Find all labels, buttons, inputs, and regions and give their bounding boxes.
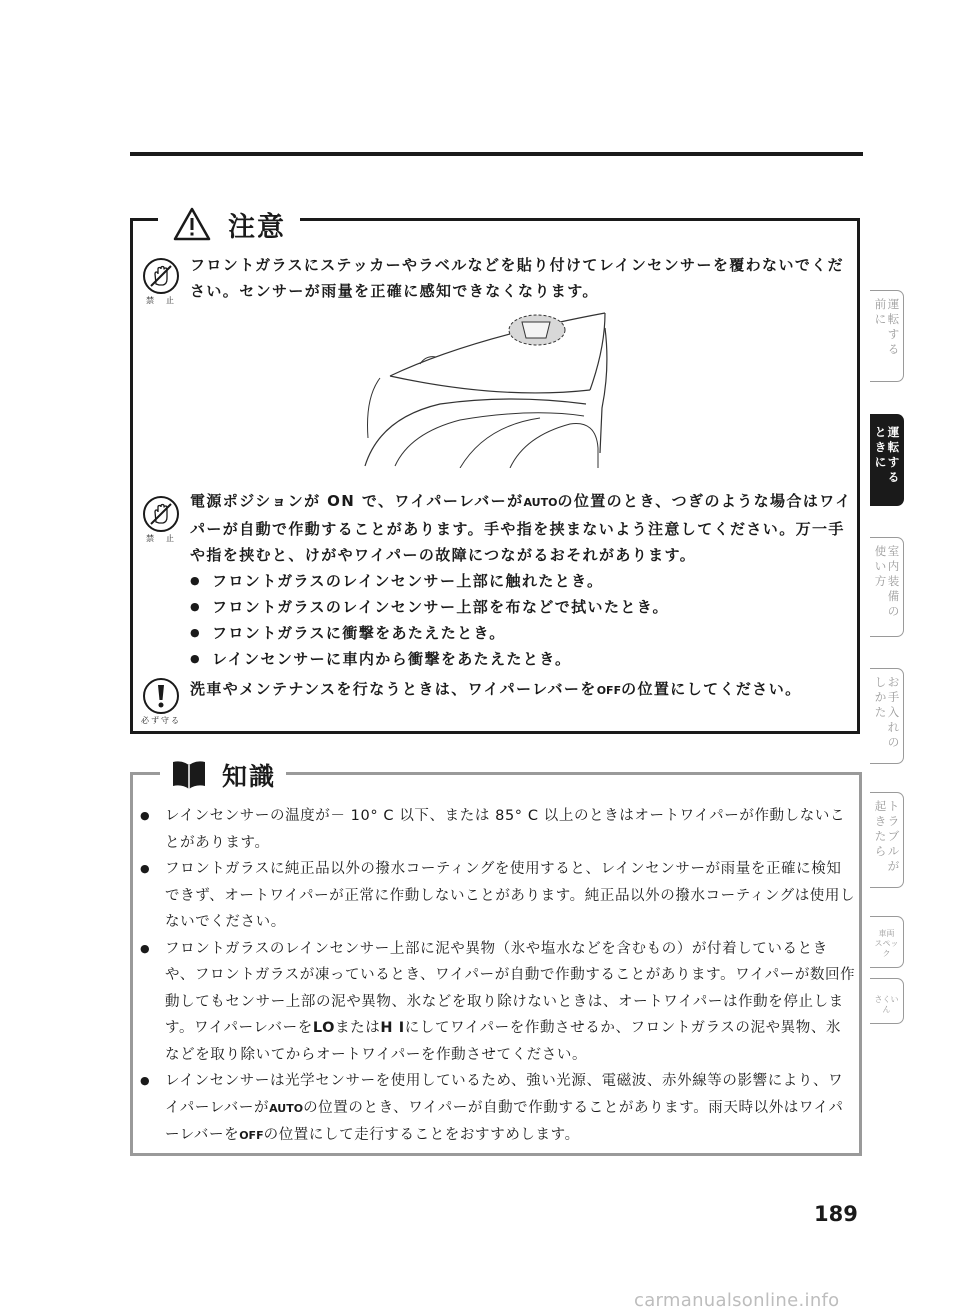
tab-char: 前: [874, 297, 887, 311]
tab-char: す: [887, 327, 900, 341]
tab-col: [874, 799, 887, 874]
tab-char: れ: [887, 720, 900, 734]
tab-char: お: [887, 675, 900, 689]
tab-char: に: [874, 455, 887, 469]
tab-index[interactable]: [870, 978, 904, 1024]
tab-specifications[interactable]: [870, 916, 904, 968]
tab-char: ラ: [887, 814, 900, 828]
warning-2-part-b: の位置のとき、つぎのような場合はワイパーが自動で作動することがあります。手や指を挟まないよう注意してください。万一手や指を挟むと、けがやワイパーの故障につながるおそれがあります。: [190, 492, 852, 564]
tab-char: 備: [887, 589, 900, 603]
caution-bullet-list: [190, 568, 855, 672]
tab-char: し: [874, 675, 887, 689]
tab-troubleshooting[interactable]: [870, 792, 904, 888]
list-item: ● フロントガラスのレインセンサー上部に触れたとき。: [190, 568, 855, 594]
tab-char: の: [887, 604, 900, 618]
auto-position-tag: AUTO: [523, 496, 558, 509]
tab-char: 運: [887, 297, 900, 311]
item3-part-b: にしてワイパーを作動させるか、フロントガラスの泥や異物、氷などを取り除いてからオートワイパーを作動させてください。: [165, 1020, 842, 1063]
knowledge-header: [160, 754, 286, 796]
tab-col: [874, 425, 887, 485]
caution-warning-3: [190, 676, 855, 704]
open-book-icon: [170, 759, 208, 791]
hi-label: H I: [380, 1020, 405, 1036]
tab-while-driving[interactable]: [870, 414, 904, 506]
list-item: ● フロントガラスのレインセンサー上部を布などで拭いたとき。: [190, 594, 855, 620]
off-position-tag: OFF: [596, 684, 622, 697]
tab-char: が: [887, 859, 900, 873]
tab-char: 方: [874, 574, 887, 588]
exclamation-icon: [153, 683, 169, 709]
knowledge-list: [140, 803, 856, 1150]
tab-label: [872, 929, 901, 959]
tab-char: る: [887, 470, 900, 484]
tab-char: 入: [887, 705, 900, 719]
tab-interior-features[interactable]: [870, 537, 904, 637]
item3-mid: または: [335, 1020, 381, 1036]
tab-col: [887, 544, 900, 619]
watermark: carmanualsonline.info: [634, 1290, 840, 1311]
list-item: ● レインセンサーの温度が－ 10° C 以下、または 85° C 以上のときはオートワイパーが作動しないことがあります。: [140, 803, 856, 856]
top-rule: [130, 152, 863, 156]
list-item: [140, 1068, 856, 1150]
warning-1-text: フロントガラスにステッカーやラベルなどを貼り付けてレインセンサーを覆わないでください。センサーが雨量を正確に感知できなくなります。: [190, 256, 845, 300]
prohibit-label: 禁 止: [146, 296, 176, 305]
tab-char: ル: [887, 844, 900, 858]
caution-warning-2: [190, 488, 855, 672]
item4-part-c: の位置にして走行することをおすすめします。: [263, 1127, 580, 1143]
tab-col: [887, 675, 900, 750]
tab-char: ら: [874, 844, 887, 858]
list-item: ● フロントガラスに純正品以外の撥水コーティングを使用すると、レインセンサーが雨量を正確に検知できず、オートワイパーが正常に作動しないことがあります。純正品以外の撥水コーティングは使用しないでください。: [140, 856, 856, 936]
warning-3-part-a: 洗車やメンテナンスを行なうときは、ワイパーレバーを: [190, 680, 597, 698]
tab-char: た: [874, 705, 887, 719]
tab-col: [887, 799, 900, 874]
tab-char: た: [874, 829, 887, 843]
tab-char: ブ: [887, 829, 900, 843]
knowledge-title: 知識: [222, 762, 277, 791]
tab-label: さくいん: [874, 995, 899, 1014]
tab-char: 装: [887, 574, 900, 588]
tab-char: き: [874, 440, 887, 454]
item4-part-a: レインセンサーは光学センサーを使用しているため、強い光源、電磁波、赤外線等の影響により、ワイパーレバーが: [165, 1073, 844, 1116]
list-item: [140, 936, 856, 1069]
item4-part-b: の位置のとき、ワイパーが自動で作動することがあります。雨天時以外はワイパーレバーを: [165, 1099, 844, 1143]
caution-header: [158, 200, 300, 248]
knowledge-content: [140, 803, 856, 1150]
warning-3-text: [190, 676, 855, 704]
tab-char: ト: [887, 799, 900, 813]
prohibit-label: 禁 止: [146, 534, 176, 543]
auto-position-tag: AUTO: [269, 1101, 304, 1115]
tab-char: 室: [887, 544, 900, 558]
tab-char: き: [874, 814, 887, 828]
mandatory-label: 必ず守る: [141, 716, 181, 725]
lo-label: LO: [312, 1020, 336, 1036]
tab-before-driving[interactable]: [870, 290, 904, 382]
prohibit-symbol: [140, 496, 182, 544]
page-number: 189: [814, 1202, 858, 1226]
caution-warning-1: [190, 252, 855, 304]
warning-2-part-a: 電源ポジションが ON で、ワイパーレバーが: [190, 492, 524, 510]
tab-col: [874, 297, 887, 357]
tab-label-line: スペック: [874, 939, 899, 958]
tab-char: 内: [887, 559, 900, 573]
warning-triangle-icon: [172, 206, 212, 242]
prohibit-symbol: [140, 258, 182, 306]
mandatory-symbol: [140, 678, 182, 726]
list-item: ● レインセンサーに車内から衝撃をあたえたとき。: [190, 646, 855, 672]
tab-col: [874, 675, 887, 750]
tab-col: [887, 297, 900, 357]
tab-char: す: [887, 455, 900, 469]
tab-char: の: [887, 735, 900, 749]
off-position-tag: OFF: [239, 1129, 264, 1142]
tab-char: 転: [887, 440, 900, 454]
tab-char: 手: [887, 690, 900, 704]
tab-label-line: 車両: [878, 929, 895, 938]
tab-col: [887, 425, 900, 485]
list-item: ● フロントガラスに衝撃をあたえたとき。: [190, 620, 855, 646]
warning-2-text: [190, 488, 855, 568]
prohibit-hand-icon: [147, 500, 175, 528]
tab-char: る: [887, 342, 900, 356]
tab-char: に: [874, 312, 887, 326]
tab-char: と: [874, 425, 887, 439]
tab-char: 使: [874, 544, 887, 558]
windshield-illustration: [360, 308, 610, 468]
caution-title: 注意: [228, 211, 286, 243]
warning-3-part-b: の位置にしてください。: [621, 680, 802, 698]
tab-char: 運: [887, 425, 900, 439]
tab-char: 起: [874, 799, 887, 813]
tab-col: [874, 544, 887, 619]
prohibit-hand-icon: [147, 262, 175, 290]
item3-part-a: フロントガラスのレインセンサー上部に泥や異物（氷や塩水などを含むもの）が付着しているときや、フロントガラスが凍っているとき、ワイパーが自動で作動することがあります。ワイパーが数回作動してもセンサー上部の泥や異物、氷などを取り除けないときは、オートワイパーは作動を停止します。ワイパーレバーを: [165, 940, 856, 1036]
tab-char: 転: [887, 312, 900, 326]
tab-char: か: [874, 690, 887, 704]
tab-maintenance[interactable]: [870, 668, 904, 764]
tab-char: い: [874, 559, 887, 573]
